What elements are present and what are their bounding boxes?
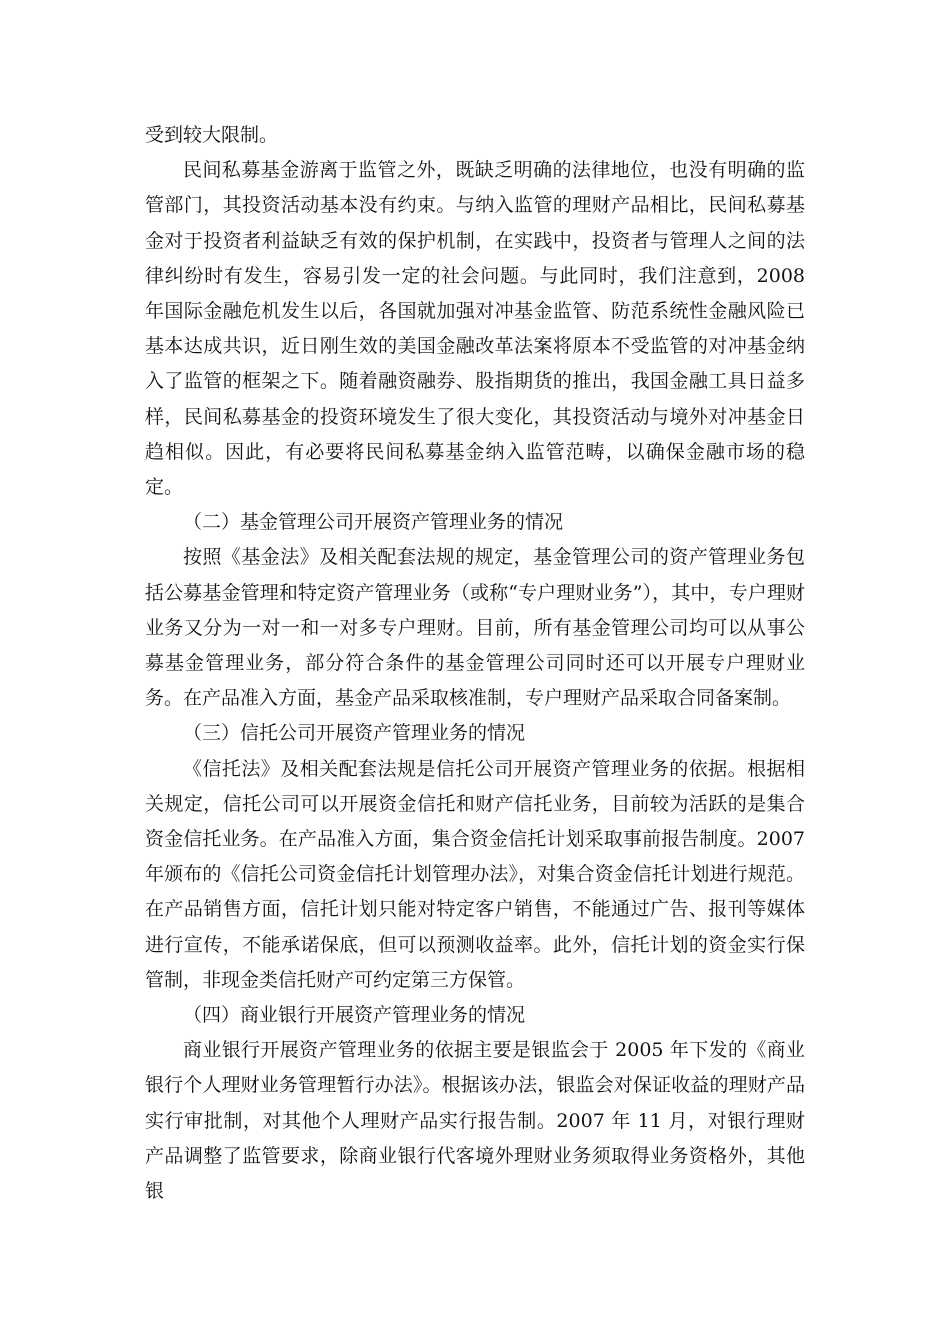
section-heading-commercial-banks: （四）商业银行开展资产管理业务的情况 [183, 1004, 526, 1027]
section-heading-trust-companies: （三）信托公司开展资产管理业务的情况 [183, 722, 526, 745]
paragraph-trust-companies: 《信托法》及相关配套法规是信托公司开展资产管理业务的依据。根据相关规定，信托公司可以开展资金信托和财产信托业务，目前较为活跃的是集合资金信托业务。在产品准入方面，集合资金信托计划采取事前报告制度。2007 年颁布的《信托公司资金信托计划管理办法》，对集合资金信托计划进行规范。在产品销售方面，信托计划只能对特定客户销售，不能通过广告、报刊等媒体进行宣传，不能承诺保底，但可以预测收益率。此外，信托计划的资金实行保管制，非现金类信托财产可约定第三方保管。 [145, 757, 805, 991]
paragraph-commercial-banks: 商业银行开展资产管理业务的依据主要是银监会于 2005 年下发的《商业银行个人理财业务管理暂行办法》。根据该办法，银监会对保证收益的理财产品实行审批制，对其他个人理财产品实行报告制。2007 年 11 月，对银行理财产品调整了监管要求，除商业银行代客境外理财业务须取得业务资格外，其他银 [145, 1039, 805, 1203]
paragraph-private-fund-regulation: 民间私募基金游离于监管之外，既缺乏明确的法律地位，也没有明确的监管部门，其投资活动基本没有约束。与纳入监管的理财产品相比，民间私募基金对于投资者利益缺乏有效的保护机制，在实践中，投资者与管理人之间的法律纠纷时有发生，容易引发一定的社会问题。与此同时，我们注意到，2008 年国际金融危机发生以后，各国就加强对冲基金监管、防范系统性金融风险已基本达成共识，近日刚生效的美国金融改革法案将原本不受监管的对冲基金纳入了监管的框架之下。随着融资融券、股指期货的推出，我国金融工具日益多样，民间私募基金的投资环境发生了很大变化，其投资活动与境外对冲基金日趋相似。因此，有必要将民间私募基金纳入监管范畴，以确保金融市场的稳定。 [145, 159, 805, 499]
paragraph-continuation: 受到较大限制。 [145, 124, 279, 146]
paragraph-fund-companies: 按照《基金法》及相关配套法规的规定，基金管理公司的资产管理业务包括公募基金管理和特定资产管理业务（或称“专户理财业务”），其中，专户理财业务又分为一对一和一对多专户理财。目前，所有基金管理公司均可以从事公募基金管理业务，部分符合条件的基金管理公司同时还可以开展专户理财业务。在产品准入方面，基金产品采取核准制，专户理财产品采取合同备案制。 [145, 546, 805, 710]
document-body [145, 118, 805, 1209]
section-heading-fund-companies: （二）基金管理公司开展资产管理业务的情况 [183, 511, 564, 534]
